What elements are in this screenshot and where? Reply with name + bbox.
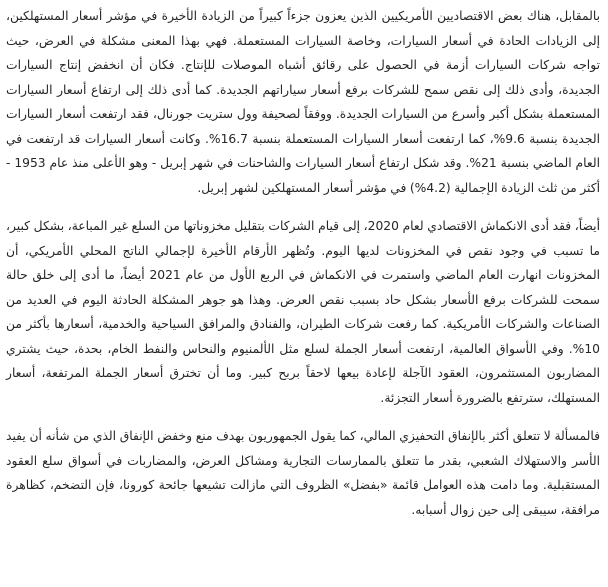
article-paragraph-1: بالمقابل، هناك بعض الاقتصاديين الأمريكيين الذين يعزون جزءاً كبيراً من الزيادة الأخيرة في مؤشر أسعار المستهلكين، إلى الزيادات الحادة في أسعار السيارات، وخاصة السيارات المستعملة. فهي بهذا المعنى مشكلة في العرض، حيث تواجه شركات السيارات أزمة في الحصول على رقائق أشباه الموصلات للإنتاج. فكان أن انخفض إنتاج السيارات الجديدة، وأدى ذلك إلى نقص سمح للشركات برفع أسعار سياراتهم الجديدة. كما أدى ذلك إلى ارتفاع أسعار السيارات المستعملة بشكل أكبر وأسرع من السيارات الجديدة. ووفقاً لصحيفة وول ستريت جورنال، فقد ارتفعت أسعار السيارات الجديدة بنسبة 9.6%، كما ارتفعت أسعار السيارات المستعملة بنسبة 16.7%. وكانت أسعار السيارات قد ارتفعت في العام الماضي بنسبة 21%. وقد شكل ارتفاع أسعار السيارات والشاحنات في شهر إبريل - وهو الأعلى منذ عام 1953 - أكثر من ثلث الزيادة الإجمالية (4.2%) في مؤشر أسعار المستهلكين لشهر إبريل. — [6, 9, 600, 195]
article-paragraph-2: أيضاً، فقد أدى الانكماش الاقتصادي لعام 2020، إلى قيام الشركات بتقليل مخزوناتها من السلع غير المباعة، بشكل كبير، ما تسبب في وجود نقص في المخزونات لديها اليوم. وتُظهر الأرقام الأخيرة لإجمالي الناتج المحلي الأمريكي، أن المخزونات انهارت العام الماضي واستمرت في الانكماش في الربع الأول من عام 2021 أيضاً، ما أدى إلى خلق حالة سمحت للشركات برفع الأسعار بشكل حاد بسبب نقص العرض. وهذا هو جوهر المشكلة الحادثة اليوم في العديد من الصناعات والشركات الأمريكية. كما رفعت شركات الطيران، والفنادق والمرافق السياحية والخدمية، أسعارها بأكثر من 10%. وفي الأسواق العالمية، ارتفعت أسعار الجملة لسلع مثل الألمنيوم والنحاس والنفط الخام، بحدة، حيث يشتري المضاربون المستثمرون، العقود الآجلة لإعادة بيعها لاحقاً بربح كبير. وما أن تخترق أسعار الجملة المرتفعة، أسعار المستهلك، سترتفع بالضرورة أسعار التجزئة. — [6, 219, 600, 405]
article-paragraph-3: فالمسألة لا تتعلق أكثر بالإنفاق التحفيزي المالي، كما يقول الجمهوريون بهدف منع وخفض الإنفاق الذي من شأنه أن يفيد الأسر والاستهلاك الشعبي، بقدر ما تتعلق بالممارسات التجارية ومشاكل العرض، والمضاربات في أسواق سلع العقود المستقبلية. وما دامت هذه العوامل قائمة «بفضل» الظروف التي مازالت تشيعها جائحة كورونا، فإن التضخم، كظاهرة مرافقة، سيبقى إلى حين زوال أسبابه. — [6, 429, 600, 517]
